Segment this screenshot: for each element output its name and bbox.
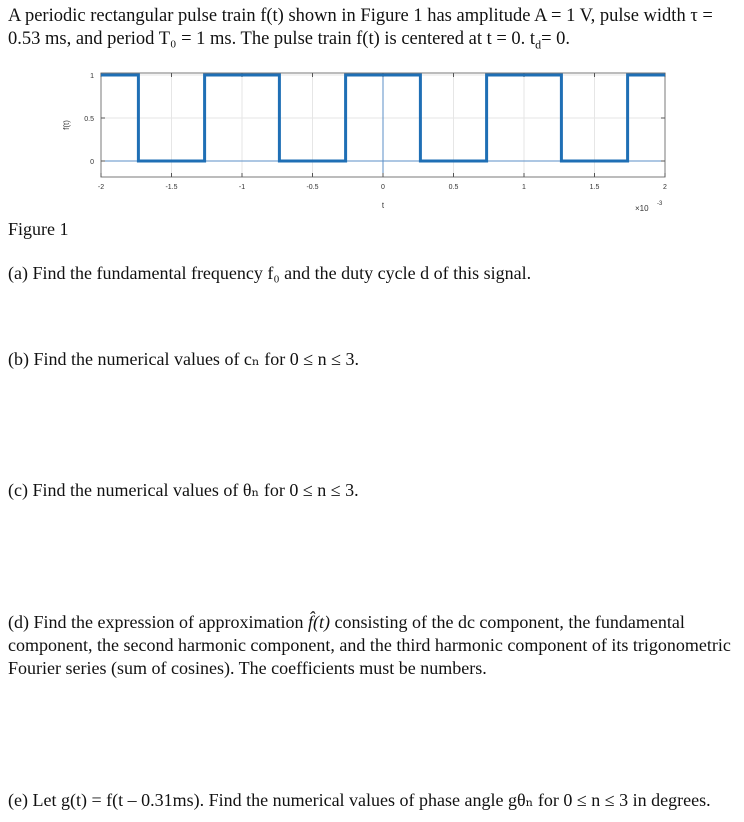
approximation-symbol: f̂(t) <box>307 612 330 632</box>
x-tick-label: -1 <box>238 184 246 191</box>
y-tick-label: 1 <box>90 73 94 80</box>
question-a: (a) Find the fundamental frequency f₀ and the duty cycle d of this signal. <box>8 263 532 283</box>
question-b: (b) Find the numerical values of cₙ for 0 ≤ n ≤ 3. <box>8 349 359 369</box>
figure-caption: Figure 1 <box>8 219 69 239</box>
pulse-train-chart <box>55 58 675 220</box>
intro-line-1: A periodic rectangular pulse train f(t) shown in Figure 1 has amplitude A = 1 V, pulse width τ = <box>8 6 713 26</box>
x-tick-label: 1.5 <box>589 184 600 191</box>
intro-line-2-sub: d <box>535 37 542 52</box>
x-tick-label: 2 <box>663 184 667 191</box>
x-tick-label: 1 <box>522 184 526 191</box>
x-tick-label: -1.5 <box>165 184 178 191</box>
problem-intro <box>8 5 738 57</box>
y-axis-label: f(t) <box>62 120 71 130</box>
x-multiplier-exponent: -3 <box>657 201 663 207</box>
question-d-prefix: (d) Find the expression of approximation <box>8 612 308 632</box>
x-tick-label: 0 <box>381 184 385 191</box>
x-tick-label: 0.5 <box>448 184 459 191</box>
question-e: (e) Let g(t) = f(t – 0.31ms). Find the numerical values of phase angle gθₙ for 0 ≤ n ≤ 3 in degrees. <box>8 790 711 810</box>
question-c: (c) Find the numerical values of θₙ for 0 ≤ n ≤ 3. <box>8 480 359 500</box>
y-tick-label: 0.5 <box>84 116 94 123</box>
question-d <box>8 611 738 680</box>
x-tick-label: -2 <box>97 184 105 191</box>
intro-line-2-text: 0.53 ms, and period T₀ = 1 ms. The pulse train f(t) is centered at t = 0. t <box>8 29 536 49</box>
question-d-rest: consisting of the dc component, the fundamental component, the second harmonic component, and the third harmonic component of its trigonometric Fourier series (sum of cosines). The coefficients must be numbers. <box>8 612 731 678</box>
y-tick-label: 0 <box>90 159 94 166</box>
intro-line-2-end: = 0. <box>541 29 570 49</box>
intro-line-2 <box>8 28 738 57</box>
x-axis-label: t <box>381 201 385 210</box>
x-multiplier: ×10 <box>635 204 649 213</box>
x-tick-label: -0.5 <box>306 184 319 191</box>
